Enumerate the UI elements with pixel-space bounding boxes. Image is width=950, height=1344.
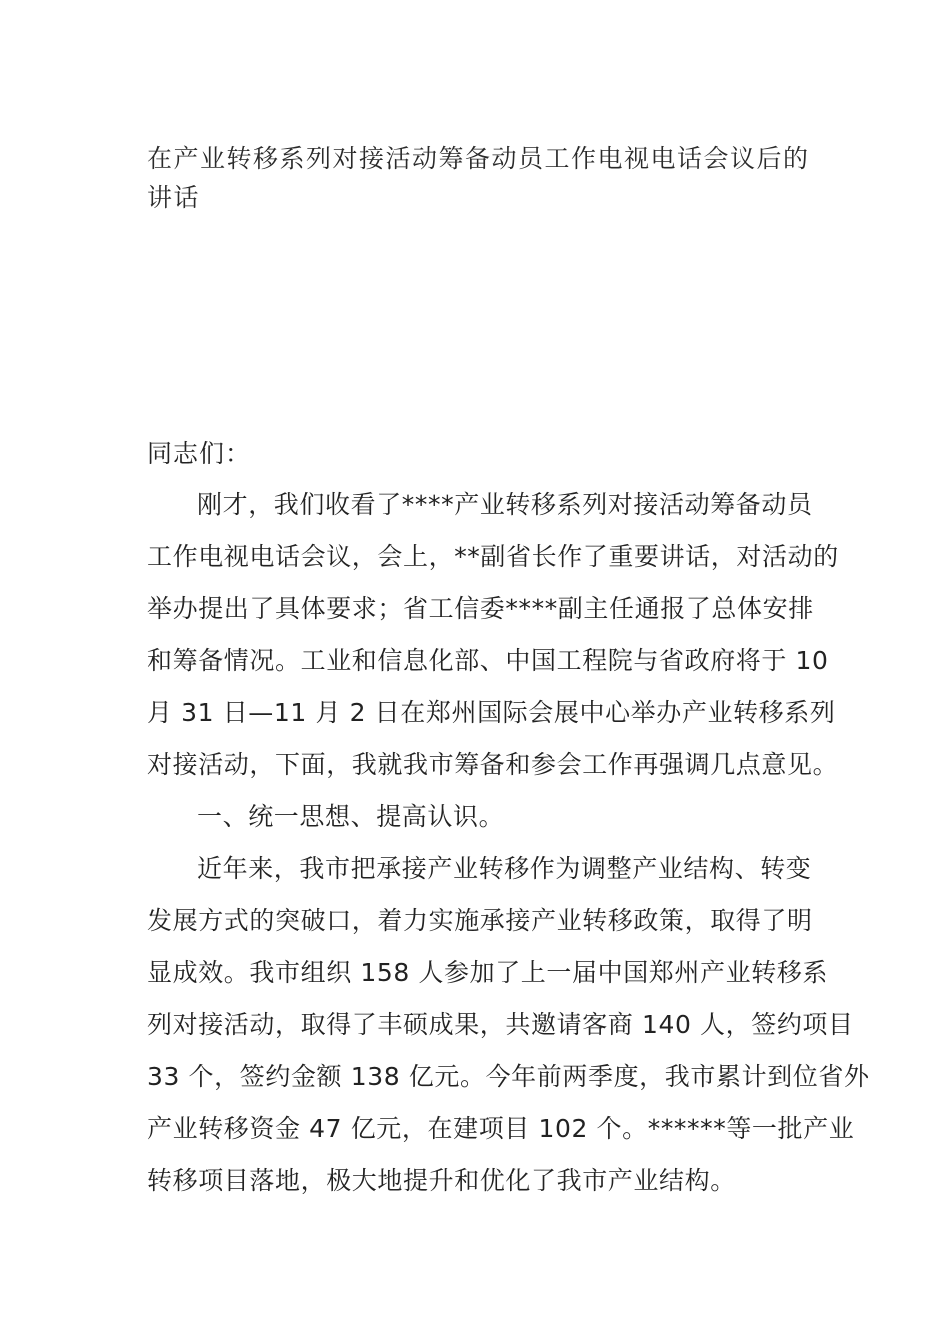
document-body [147,479,870,1207]
body-line: 显成效。我市组织 158 人参加了上一届中国郑州产业转移系 [147,958,829,987]
body-line: 产业转移资金 47 亿元，在建项目 102 个。******等一批产业 [147,1114,855,1143]
body-line: 列对接活动，取得了丰硕成果，共邀请客商 140 人，签约项目 [147,1010,854,1039]
body-line: 近年来，我市把承接产业转移作为调整产业结构、转变 [197,854,812,883]
section-heading: 一、统一思想、提高认识。 [197,802,505,831]
document-title [147,139,827,217]
body-line: 工作电视电话会议，会上，**副省长作了重要讲话，对活动的 [147,542,839,571]
body-line: 对接活动，下面，我就我市筹备和参会工作再强调几点意见。 [147,750,839,779]
body-line: 发展方式的突破口，着力实施承接产业转移政策，取得了明 [147,906,813,935]
body-line: 和筹备情况。工业和信息化部、中国工程院与省政府将于 10 [147,646,829,675]
body-line: 举办提出了具体要求；省工信委****副主任通报了总体安排 [147,594,814,623]
body-line: 刚才，我们收看了****产业转移系列对接活动筹备动员 [197,490,813,519]
title-line-1: 在产业转移系列对接活动筹备动员工作电视电话会议后的 [147,144,810,173]
body-line: 33 个，签约金额 138 亿元。今年前两季度，我市累计到位省外 [147,1062,870,1091]
title-line-2: 讲话 [147,183,201,212]
salutation: 同志们： [147,439,252,468]
body-line: 转移项目落地，极大地提升和优化了我市产业结构。 [147,1166,736,1195]
body-line: 月 31 日—11 月 2 日在郑州国际会展中心举办产业转移系列 [147,698,836,727]
